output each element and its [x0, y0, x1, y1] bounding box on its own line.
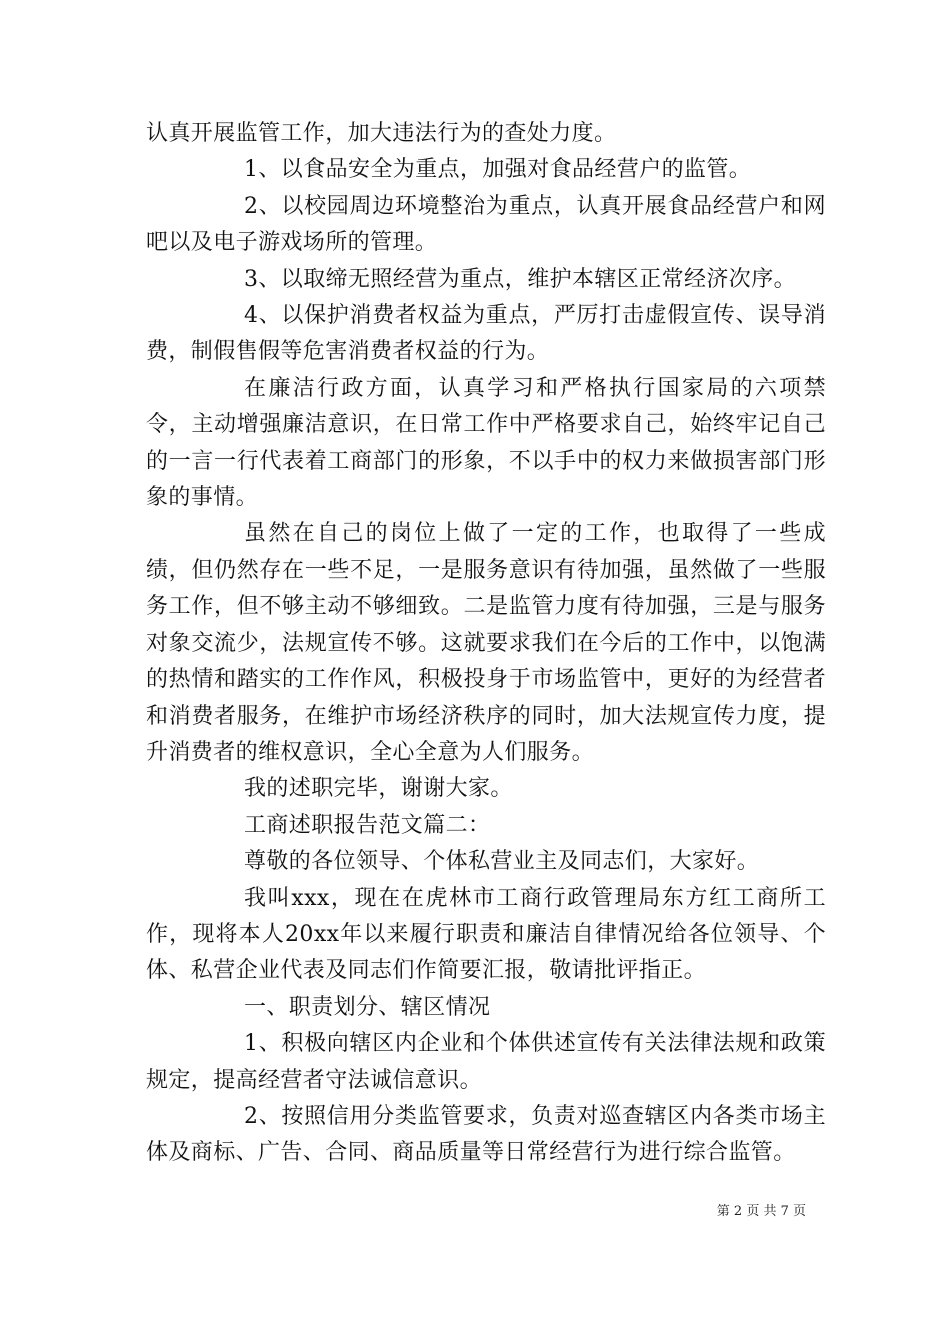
page-number-footer: 第 2 页 共 7 页	[716, 1204, 806, 1219]
paragraph-5: 4、以保护消费者权益为重点，严厉打击虚假宣传、误导消费，制假售假等危害消费者权益的行为。	[146, 303, 826, 365]
paragraph-13: 1、积极向辖区内企业和个体供述宣传有关法律法规和政策规定，提高经营者守法诚信意识。	[146, 1031, 826, 1093]
document-body	[146, 116, 826, 1172]
paragraph-10: 尊敬的各位领导、个体私营业主及同志们，大家好。	[244, 849, 760, 875]
paragraph-6: 在廉洁行政方面，认真学习和严格执行国家局的六项禁令，主动增强廉洁意识，在日常工作中严格要求自己，始终牢记自己的一言一行代表着工商部门的形象，不以手中的权力来做损害部门形象的事情。	[146, 375, 826, 511]
paragraph-11: 我叫xxx，现在在虎林市工商行政管理局东方红工商所工作，现将本人20xx年以来履行职责和廉洁自律情况给各位领导、个体、私营企业代表及同志们作简要汇报，敬请批评指正。	[146, 885, 826, 984]
section-heading-2: 工商述职报告范文篇二：	[244, 812, 491, 838]
paragraph-14: 2、按照信用分类监管要求，负责对巡查辖区内各类市场主体及商标、广告、合同、商品质量等日常经营行为进行综合监管。	[146, 1103, 826, 1166]
paragraph-2: 1、以食品安全为重点，加强对食品经营户的监管。	[244, 157, 752, 183]
paragraph-3: 2、以校园周边环境整治为重点，认真开展食品经营户和网吧以及电子游戏场所的管理。	[146, 193, 826, 256]
paragraph-8: 我的述职完毕，谢谢大家。	[244, 776, 513, 802]
paragraph-1: 认真开展监管工作，加大违法行为的查处力度。	[146, 121, 617, 146]
paragraph-7: 虽然在自己的岗位上做了一定的工作，也取得了一些成绩，但仍然存在一些不足，一是服务意识有待加强，虽然做了一些服务工作，但不够主动不够细致。二是监管力度有待加强，三是与服务对象交流少，法规宣传不够。这就要求我们在今后的工作中，以饱满的热情和踏实的工作作风，积极投身于市场监管中，更好的为经营者和消费者服务，在维护市场经济秩序的同时，加大法规宣传力度，提升消费者的维权意识，全心全意为人们服务。	[146, 521, 826, 765]
subsection-heading-1: 一、职责划分、辖区情况	[244, 994, 491, 1020]
paragraph-4: 3、以取缔无照经营为重点，维护本辖区正常经济次序。	[244, 266, 796, 292]
